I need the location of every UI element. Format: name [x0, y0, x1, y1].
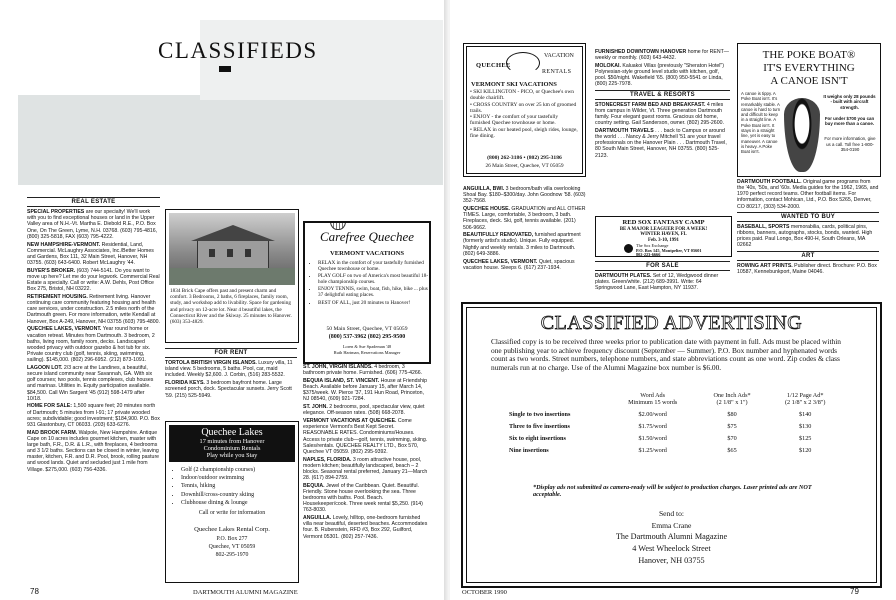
listing-heading: ANGUILLA, BWI.	[463, 186, 505, 192]
classified-listing	[27, 326, 160, 363]
qv-item: • ENJOY - the comfort of your tastefully furnished Quechee townhouse or home.	[470, 114, 559, 127]
rates-cell: $1.25/word	[638, 446, 667, 454]
poke-boat-ad	[737, 43, 881, 177]
rates-header-cell: One Inch Ads* (2 1/8" x 1")	[713, 391, 751, 406]
for-sale-column	[595, 259, 730, 296]
listing-heading: MAD BROOK FARM.	[27, 429, 78, 436]
rates-row	[503, 408, 843, 420]
rates-header-row	[503, 389, 843, 408]
rates-cell: $80	[727, 410, 737, 418]
house-ad	[165, 209, 299, 343]
poke-title1: THE POKE BOAT®	[762, 49, 856, 61]
classified-listing	[303, 378, 428, 403]
adv-send: Send to:	[658, 509, 685, 518]
listing-text: 4 bedroom, 3 bathroom private home. Furnished. (606) 775-4266.	[303, 364, 423, 377]
qv-item: • RELAX in our heated pool, sleigh rides, lounge, fine dining.	[470, 126, 578, 140]
listing-heading: NEW HAMPSHIRE-VERMONT.	[27, 241, 101, 248]
lakes-ad-addr1: P.O. Box 277	[216, 536, 248, 542]
carefree-sign1: Loren & Sue Spademan '48	[342, 344, 392, 349]
listing-heading: ST. JOHN, VIRGIN ISLANDS.	[303, 364, 373, 370]
listing-text: Jewel of the Caribbean. Quiet. Beautiful. Friendly. Stone house overlooking the sea. Three bedrooms with baths. Pool. Beach. Housekeeper/cook. Three week rental $5,250. (914) 763-8030.	[303, 482, 423, 514]
listing-heading: DARTMOUTH FOOTBALL.	[737, 179, 802, 185]
listing-text: Luxury villa, 11 island view. 5 bedrooms, 5 baths. Pool, car, maid included. Weekly $2,600. J. Corbin, (516) 283-5532.	[165, 360, 293, 379]
listing-text: Residential, Land, Commercial. McLaughry Associates, Inc./Better Homes and Gardens, Box 111, 32 Main Street, Hanover, NH 03755. (603) 643-6400. Robert McLaughry '44.	[27, 241, 154, 266]
listing-heading: ST. JOHN.	[303, 404, 328, 411]
adv-note: *Display ads not submitted as camera-ready will be subject to production charges. Laser printed ads are NOT acceptable.	[533, 484, 812, 498]
real-estate-column	[27, 195, 160, 583]
carefree-quechee-ad	[303, 221, 431, 364]
listing-heading: STONECREST FARM BED AND BREAKFAST.	[595, 101, 706, 108]
rent-column	[165, 346, 297, 416]
qv-title: VERMONT SKI VACATIONS	[471, 81, 557, 88]
footer-date: OCTOBER 1990	[462, 589, 507, 596]
carefree-item: • RELAX in the comfort of your tastefully furnished Quechee townhouse or home.	[318, 260, 431, 272]
listing-text: 3 bedroom/bath villa overlooking Shoal Bay. $180–$300/day. John Goodnow '58. (603) 352-7568.	[463, 186, 586, 205]
carefree-title: VERMONT VACATIONS	[329, 250, 405, 257]
page-number-right: 79	[850, 587, 859, 596]
listing-text: memorabilia, cards, political pins, ribbons, banners, autographs, stocks, bonds, wanted. High prices paid. Paul Longo, Box 490-H, South Orleans, MA 02662	[737, 223, 873, 249]
classified-listing	[27, 268, 160, 293]
adv-name: Emma Crane	[651, 521, 692, 530]
listing-heading: NAPLES, FLORIDA.	[303, 456, 352, 463]
qv-logo-bot: RENTALS	[542, 69, 572, 75]
listing-text: home for RENT—weekly or monthly. (603) 643-4432.	[595, 49, 729, 62]
section-header-travel: TRAVEL & RESORTS	[595, 90, 730, 100]
listing-heading: BEQUIA.	[303, 482, 325, 489]
lakes-ad-sub1: 17 minutes from Hanover	[199, 438, 265, 445]
classified-listing	[303, 483, 428, 514]
rates-header-cell: Word Ads Minimum 15 words	[628, 391, 678, 406]
carefree-logo: Carefree Quechee	[320, 229, 414, 244]
redsox-title: RED SOX FANTASY CAMP	[622, 219, 705, 226]
classified-listing	[303, 457, 428, 482]
lakes-ad-title: Quechee Lakes	[201, 427, 263, 438]
right-column	[737, 179, 879, 299]
listing-text: GRADUATION and ALL OTHER TIMES. Large, comfortable, 3 bedroom, 3 bath. Fireplaces, deck. Ski, golf, tennis available. (201) 506-9662.	[463, 206, 586, 231]
house-photo	[169, 213, 295, 285]
quechee-lakes-ad	[165, 421, 299, 583]
listing-text: Lovely, hilltop, one-bedroom furnished villa near beautiful, deserted beaches. Accommodates four. B. Rubenstein, RFD #3, Box 292, Guilford, Vermont 05301. (802) 257-7436.	[303, 515, 428, 540]
classified-listing	[595, 102, 730, 127]
lakes-ad-sub3: Play while you Stay	[206, 452, 258, 459]
listing-text: 2 bedrooms, pool, spectacular view, quiet elegance. Off-season rates. (508) 668-2078.	[303, 404, 425, 417]
listing-text: Set of 12, Wedgwood dinner plates. Green/white. (212) 689-3991. Write: 64 Springwood Lane, East Hampton, NY 11937.	[595, 273, 719, 292]
listing-text: Quiet, spacious vacation house. Sleeps 6. (617) 237-1934.	[463, 258, 575, 271]
poke-title3: A CANOE ISN'T	[770, 75, 848, 87]
classified-listing	[595, 128, 730, 159]
classified-listing	[27, 403, 160, 428]
classified-listing	[595, 273, 730, 291]
lakes-ad-item: • Tennis, hiking	[181, 483, 299, 490]
right-page	[450, 0, 896, 600]
carefree-item: • BEST OF ALL, just 20 minutes to Hanover!	[318, 300, 431, 306]
adv-city: Hanover, NH 03755	[638, 556, 705, 565]
page-number-left: 78	[30, 587, 39, 596]
listing-text: are our specialty! We'll work with you to find exceptional houses or land in the Upper Valley area of N.H.-Vt. Martha E. Diebold R.E., P.O. Box One, On The Green, Lyme, N.H. 03768. (603) 795-4816, (800) 325-5818, FAX (603) 795-4222.	[27, 209, 158, 240]
listing-text: furnished apartment (formerly artist's studio). Unique. Fully equipped. Nightly and weekly rentals. 3 miles to Dartmouth. (802) 649-3886.	[463, 232, 581, 257]
redsox-logo-icon	[624, 244, 633, 253]
rates-table	[503, 389, 843, 456]
lakes-ad-company: Quechee Lakes Rental Corp.	[194, 526, 270, 533]
listing-text: House at Friendship Beach. Available before January 15, after March 14, $375/week. W. Pierce '37, 191 Hun Road, Princeton, NJ 08540, (609) 921-7284.	[303, 377, 428, 403]
listing-heading: FLORIDA KEYS.	[165, 380, 205, 387]
listing-text: 3 bedroom bayfront home. Large screened porch, dock. Spectacular sunsets. Jerry Scott '59. (215) 525-5949.	[165, 380, 292, 399]
rates-cell: $120	[799, 446, 812, 454]
listing-text: 1,500 square feet; 20 minutes north of Dartmouth; 5 minutes from I-91; 17 private wooded acres; subdividable; good investment; $184,900. P.O. Box 931 Glastonbury, CT 06033. (203) 633-6276.	[27, 403, 160, 428]
listing-text: . . . back to Campus or around the world . . . Nancy & Jerry Mitchell '51 are your travel professionals on the Hanover Plain . . . Dartmouth Travel, 80 South Main Street, Hanover, NH 03755. (800) 525-2123.	[595, 127, 727, 159]
poke-title2: IT'S EVERYTHING	[763, 62, 855, 74]
classified-listing	[165, 380, 297, 398]
adv-title: CLASSIFIED ADVERTISING	[540, 312, 803, 334]
quechee-vacation-rentals-ad	[463, 43, 586, 177]
redsox-ex1: The Sox Exchange	[636, 243, 669, 248]
qv-logo-q: QUECHEE	[476, 62, 511, 69]
rates-row-label: Nine insertions	[509, 446, 549, 454]
red-sox-ad	[595, 216, 732, 257]
qv-phone: (800) 262-3186 • (802) 295-3186	[487, 155, 562, 161]
rates-row	[503, 432, 843, 444]
listing-heading: ROWING ART PRINTS.	[737, 262, 793, 269]
rates-row-label: Single to two insertions	[509, 410, 571, 418]
classified-advertising-box	[461, 302, 882, 588]
section-header-for-rent: FOR RENT	[165, 348, 297, 358]
rates-cell: $130	[799, 422, 812, 430]
qv-addr: 26 Main Street, Quechee, VT 05059	[485, 163, 564, 169]
classified-listing	[463, 186, 587, 204]
classified-listing	[737, 179, 879, 210]
listing-heading: LAGOON LOT.	[27, 364, 63, 371]
rates-row	[503, 444, 843, 456]
rates-cell: $75	[727, 422, 737, 430]
lakes-ad-item: • Clubhouse dining & lounge	[181, 500, 299, 507]
adv-org: The Dartmouth Alumni Magazine	[615, 532, 728, 541]
listing-heading: MOLOKAI.	[595, 62, 621, 69]
redsox-line3: WINTER HAVEN, FL	[640, 232, 687, 237]
redsox-ex3: 802-223-6666	[636, 252, 661, 257]
listing-text: Retirement living. Hanover continuing care community featuring housing and health care services, under construction. 2.5 miles north of the Dartmouth green. For more information, write Kendall at Hanover, Box A-249, Hanover, NH 03755 (603) 795-4800.	[27, 293, 160, 325]
adv-body: Classified copy is to be received three weeks prior to publication date with payment in full. Ads must be placed within one publishing year to achieve frequency discount (September — Summer). P.O. Box number and hyphenated words count as two words. Street numbers, telephone numbers, and state abbreviations count as one word. Zip codes & class numerals run at no charge. Use of the Alumni Magazine box number is $6.00.	[491, 337, 841, 372]
classified-listing	[303, 418, 428, 455]
title-marker	[219, 66, 231, 72]
carefree-list	[309, 260, 431, 307]
qv-item: • CROSS COUNTRY on over 25 km of groomed trails.	[470, 101, 577, 114]
rates-row-label: Six to eight insertions	[509, 434, 566, 442]
carefree-item: • ENJOY TENNIS, swim, boat, fish, hike, bike ... plus 37 delightful eating places.	[318, 286, 431, 298]
listing-heading: QUECHEE HOUSE.	[463, 206, 510, 213]
classified-listing	[463, 232, 587, 257]
listing-text: Publisher direct. Brochure: P.O. Box 10587, Kennebunkport, Maine 04046.	[737, 262, 877, 275]
qv-logo-arc	[506, 52, 540, 74]
listing-heading: BUYER'S BROKER.	[27, 267, 76, 274]
header-tint	[18, 95, 443, 185]
lakes-ad-item: • Downhill/cross-country skiing	[181, 492, 299, 499]
listing-heading: HOME FOR SALE:	[27, 403, 72, 410]
lakes-ad-phone: 802-295-1970	[215, 552, 249, 558]
rates-cell: $1.50/word	[638, 434, 667, 442]
rates-cell: $2.00/word	[638, 410, 667, 418]
classified-listing	[27, 365, 160, 402]
classified-listing	[27, 430, 160, 473]
listing-text: Kaluakoi Villas (previously "Sheraton Hotel") Polynesian-style ground level studio with kitchen, golf, pool. $50/night. Wakefield '65. (800) 950-5541 or Linda, (800) 225-7978.	[595, 62, 725, 88]
listing-text: 2/3 acre at the Landines, a beautiful, secure island community near Savannah, GA. With six golf courses; two pools, tennis complexes, club houses and marinas. Utilities in. Equity participation available. $84,500. Call Win Sargent '45 (912) 598-1479 after 10/18.	[27, 364, 154, 402]
rates-row	[503, 420, 843, 432]
section-header-real-estate: REAL ESTATE	[27, 197, 160, 207]
redsox-line2: BE A MAJOR LEAGUER FOR A WEEK!	[619, 226, 708, 232]
classified-listing	[27, 242, 160, 267]
listing-text: Original game programs from the '40s, '50s, and '60s. Media guides for the 1962, 1965, and 1970 perfect record teams. Other football items. For information, contact Mohican, Ltd., P.O. Box 5265, Denver, CO 80217, (303) 534-2000.	[737, 179, 879, 210]
listing-heading: BEAUTIFULLY RENOVATED,	[463, 232, 534, 239]
footer-left: DARTMOUTH ALUMNI MAGAZINE	[193, 589, 298, 596]
listing-heading: TORTOLA BRITISH VIRGIN ISLANDS.	[165, 360, 257, 367]
qv-item: • SKI KILLINGTON - PICO, or Quechee's own double chairlift.	[470, 89, 574, 102]
listing-heading: DARTMOUTH PLATES.	[595, 273, 652, 280]
classified-listing	[463, 259, 587, 271]
classified-listing	[165, 360, 297, 378]
rates-cell: $140	[799, 410, 812, 418]
redsox-ex2: P.O. Box 145, Montpelier, VT 05601	[636, 247, 702, 253]
classified-listing	[737, 224, 879, 249]
classified-listing	[303, 404, 428, 416]
classified-listing	[303, 364, 428, 376]
listing-heading: FURNISHED DOWNTOWN HANOVER	[595, 49, 687, 55]
rent-column-3	[303, 364, 428, 586]
classified-listing	[595, 49, 730, 61]
carefree-sign2: Ruth Hartman, Reservations Manager	[333, 350, 401, 355]
page-title: CLASSIFIEDS	[158, 38, 318, 63]
lakes-ad-sub2: Condominium Rentals	[203, 445, 261, 452]
poke-left-text: A canoe is tippy. A Poke Boat isn't. It's remarkably stable. A canoe is hard to turn and difficult to keep in a straight line. A Poke Boat isn't. It stays in a straight line, yet is easy to maneuver. A canoe is heavy. A Poke Boat isn't.	[741, 91, 781, 155]
listing-heading: VERMONT VACATIONS AT QUECHEE.	[303, 418, 397, 425]
poke-weight: It weighs only 28 pounds - built with aircraft strength.	[823, 94, 876, 110]
section-header-art: ART	[737, 251, 879, 261]
listing-heading: BASEBALL, SPORTS	[737, 223, 790, 230]
listing-text: 4 miles from campus in Wilder, Vt. Three generation Dartmouth family. Four elegant guest rooms. Gracious old home, country setting. Gail Sanderson, owner. (802) 295-2600.	[595, 101, 724, 127]
lakes-ad-cta: Call or write for information	[198, 510, 266, 516]
boat-icon	[784, 98, 820, 172]
listing-text: 3 room attractive house, pool, modern kitchen; beautifully landscaped, beach – 2 blocks. Seasonal rental preferred, January 21—March 28. (617) 894-2759.	[303, 456, 428, 482]
qv-list	[470, 89, 578, 139]
rates-cell: $70	[727, 434, 737, 442]
lakes-ad-item: • Indoor/outdoor swimming	[181, 475, 299, 482]
redsox-dates: Feb. 3-10, 1991	[648, 237, 679, 243]
listing-heading: QUECHEE LAKES, VERMONT.	[27, 326, 102, 333]
listing-heading: RETIREMENT HOUSING.	[27, 293, 88, 300]
rates-row-label: Three to five insertions	[509, 422, 570, 430]
section-header-for-sale: FOR SALE	[595, 261, 730, 271]
classified-listing	[27, 209, 160, 240]
section-header-wanted: WANTED TO BUY	[737, 212, 879, 222]
lakes-ad-item: • Golf (2 championship courses)	[181, 467, 299, 474]
listing-heading: DARTMOUTH TRAVELS	[595, 127, 654, 134]
poke-info: For more information, give us a call. Toll free 1-800-354-0190	[824, 136, 876, 153]
poke-price: For under $700 you can buy more than a canoe.	[824, 116, 875, 127]
rates-header-cell	[503, 389, 609, 408]
carefree-phone: (800) 537-3962 (802) 295-9500	[328, 334, 406, 340]
listing-text: (603) 744-5141. Do you want to move up here? Let me do your legwork. Commercial Real Estate a specialty. Call or write: A.W. Dehls, Post Office Box 275, Bristol, NH 03222.	[27, 267, 160, 293]
house-ad-text: 1834 Brick Cape offers past and present charm and comfort. 3 Bedrooms, 2 baths, 6 fireplaces, family room, study, and workshop add to livability. Space for gardening and privacy on 12-acre lot. Near 4 beautiful lakes, the Connecticut River and the Skiway. 25 minutes to Hanover. (603) 353-4829.	[170, 288, 292, 326]
classified-listing	[463, 206, 587, 231]
listing-heading: ANGUILLA.	[303, 515, 332, 522]
qv-logo-top: VACATION	[544, 53, 574, 59]
listing-text: Walpole, New Hampshire. Antique Cape on 10 acres includes gourmet kitchen, master with large bath, F.R., D.R. & L.R., with fireplaces, 4 bedrooms and 3 1/2 baths. Sections can be closed in winter, leaving master, kitchen, F.R. and D.R. Pool, brook, rolling pasture and wood lands. Quiet and secluded just 1 mile from Village. $275,000. (603) 756-4336.	[27, 429, 160, 473]
rates-cell: $65	[727, 446, 737, 454]
classified-listing	[303, 515, 428, 540]
carefree-addr: 50 Main Street, Quechee, VT 05059	[326, 326, 408, 332]
carefree-item: • PLAY GOLF on two of America's most beautiful 18-hole championship courses.	[318, 273, 431, 285]
listing-heading: QUECHEE LAKES, VERMONT.	[463, 258, 538, 265]
listing-heading: BEQUIA ISLAND, ST. VINCENT.	[303, 377, 380, 384]
lakes-ad-list	[172, 467, 299, 508]
classified-listing	[595, 63, 730, 88]
listing-heading: SPECIAL PROPERTIES	[27, 209, 85, 216]
listing-text: Come experience Vermont's Best Kept Secret. REASONABLE RATES. Condominiums/Houses. Access to private club—golf, tennis, swimming, skiing. Sales/rentals. QUECHEE REALTY LTD., Box 570, Quechee VT 05059. (802) 295-9392.	[303, 418, 428, 455]
adv-street: 4 West Wheelock Street	[632, 544, 711, 553]
rates-cell: $125	[799, 434, 812, 442]
lakes-ad-addr2: Quechee, VT 05059	[208, 544, 256, 550]
lakes-ad-banner	[169, 425, 295, 462]
rent-column-right	[463, 186, 587, 276]
rates-header-cell: 1/12 Page Ad* (2 1/8" x 2 3/8")	[784, 391, 826, 406]
rates-cell: $1.75/word	[638, 422, 667, 430]
classified-listing	[737, 263, 879, 275]
listing-text: Year round home or vacation retreat. Minutes from Dartmouth. 3 bedroom, 2 baths, living room, family room, decks. Landscaped wooded privacy with outdoor gazebo & hot tub for six. Private country club (golf, tennis, skiing, swimming, sailing). $145,000. (802) 296-6952. (212) 873-1091.	[27, 326, 155, 364]
classified-listing	[27, 294, 160, 325]
